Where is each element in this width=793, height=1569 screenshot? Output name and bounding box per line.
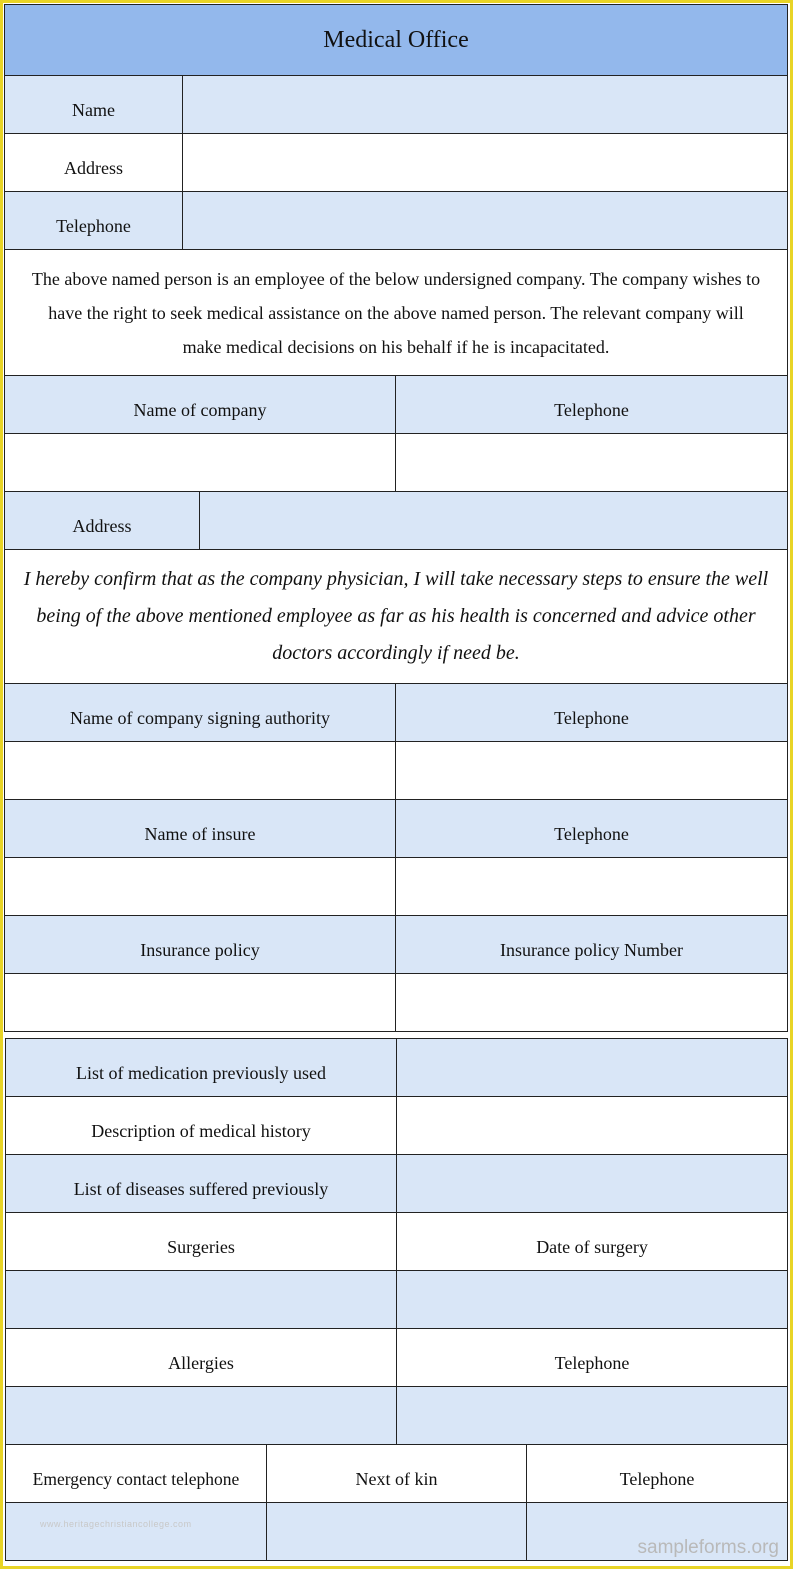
insurance-policy-label: Insurance policy — [5, 916, 396, 974]
medical-history-label: Description of medical history — [6, 1097, 397, 1155]
address-field[interactable] — [183, 134, 788, 192]
insurer-name-field[interactable] — [5, 858, 396, 916]
company-name-label: Name of company — [5, 376, 396, 434]
medical-history-field[interactable] — [397, 1097, 788, 1155]
next-of-kin-field[interactable] — [267, 1503, 527, 1561]
physician-statement: I hereby confirm that as the company physician, I will take necessary steps to ensure the well being of the above mentioned employee as far as his health is concerned and advice other doctors accordingly if need be. — [5, 550, 788, 684]
medication-field[interactable] — [397, 1039, 788, 1097]
surgeries-label: Surgeries — [6, 1213, 397, 1271]
signing-authority-telephone-field[interactable] — [396, 742, 788, 800]
medical-history-form — [5, 1038, 788, 1561]
address-label: Address — [5, 134, 183, 192]
company-address-field[interactable] — [200, 492, 788, 550]
medication-label: List of medication previously used — [6, 1039, 397, 1097]
surgeries-field[interactable] — [6, 1271, 397, 1329]
name-field[interactable] — [183, 76, 788, 134]
allergies-telephone-field[interactable] — [397, 1387, 788, 1445]
allergies-telephone-label: Telephone — [397, 1329, 788, 1387]
insurer-telephone-field[interactable] — [396, 858, 788, 916]
diseases-field[interactable] — [397, 1155, 788, 1213]
company-telephone-field[interactable] — [396, 434, 788, 492]
site-watermark-small: www.heritagechristiancollege.com — [40, 1519, 192, 1529]
emergency-contact-label: Emergency contact telephone — [6, 1445, 267, 1503]
insurance-policy-number-label: Insurance policy Number — [396, 916, 788, 974]
surgery-date-label: Date of surgery — [397, 1213, 788, 1271]
company-name-field[interactable] — [5, 434, 396, 492]
next-of-kin-label: Next of kin — [267, 1445, 527, 1503]
signing-authority-label: Name of company signing authority — [5, 684, 396, 742]
form-title: Medical Office — [5, 5, 788, 76]
allergies-label: Allergies — [6, 1329, 397, 1387]
insurance-policy-number-field[interactable] — [396, 974, 788, 1032]
company-address-label: Address — [5, 492, 200, 550]
emergency-contact-field[interactable] — [6, 1503, 267, 1561]
signing-authority-telephone-label: Telephone — [396, 684, 788, 742]
telephone-label: Telephone — [5, 192, 183, 250]
emergency-telephone-label: Telephone — [527, 1445, 788, 1503]
sampleforms-watermark: sampleforms.org — [637, 1537, 779, 1558]
medical-office-form-top — [4, 4, 788, 1032]
insurer-name-label: Name of insure — [5, 800, 396, 858]
signing-authority-field[interactable] — [5, 742, 396, 800]
insurance-policy-field[interactable] — [5, 974, 396, 1032]
diseases-label: List of diseases suffered previously — [6, 1155, 397, 1213]
name-label: Name — [5, 76, 183, 134]
company-telephone-label: Telephone — [396, 376, 788, 434]
surgery-date-field[interactable] — [397, 1271, 788, 1329]
employee-statement: The above named person is an employee of the below undersigned company. The company wishes to have the right to seek medical assistance on the above named person. The relevant company will make medical decisions on his behalf if he is incapacitated. — [5, 250, 788, 376]
allergies-field[interactable] — [6, 1387, 397, 1445]
insurer-telephone-label: Telephone — [396, 800, 788, 858]
telephone-field[interactable] — [183, 192, 788, 250]
